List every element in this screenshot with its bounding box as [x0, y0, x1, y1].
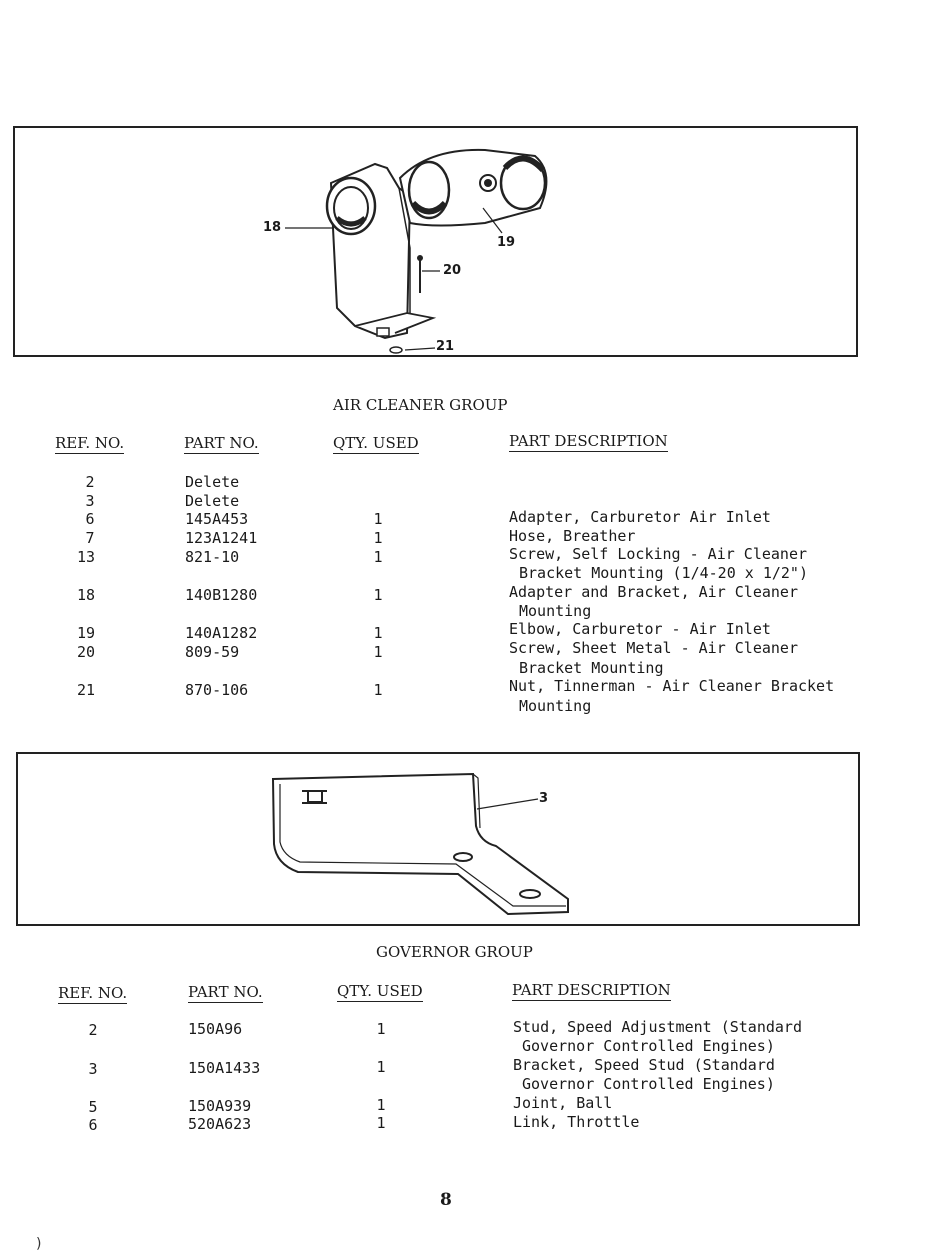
table-row-part: 123A1241: [185, 529, 258, 547]
table-row-desc: Adapter, Carburetor Air Inlet: [509, 508, 771, 526]
callout-20: 20: [443, 263, 462, 278]
air-header-qty: QTY. USED: [333, 434, 419, 452]
margin-mark: ): [36, 1236, 42, 1252]
table-row-desc: Stud, Speed Adjustment (Standard: [513, 1018, 802, 1036]
table-row-qty: 1: [373, 510, 383, 528]
table-row-part: 150A1433: [188, 1059, 261, 1077]
air-header-part: PART NO.: [184, 434, 259, 452]
table-row-desc: Bracket, Speed Stud (Standard: [513, 1056, 775, 1074]
table-row-qty: 1: [373, 681, 383, 699]
table-row-desc: Screw, Sheet Metal - Air Cleaner: [509, 639, 798, 657]
table-row-desc-cont: Governor Controlled Engines): [522, 1037, 775, 1055]
table-row-part: 150A939: [188, 1097, 252, 1115]
governor-figure: [16, 752, 860, 926]
callout-18: 18: [263, 220, 282, 235]
table-row-ref: 21: [76, 681, 96, 699]
table-row-qty: 1: [373, 643, 383, 661]
governor-group-title: GOVERNOR GROUP: [376, 943, 533, 961]
page-number: 8: [440, 1190, 452, 1210]
table-row-qty: 1: [373, 586, 383, 604]
table-row-ref: 2: [85, 473, 95, 491]
table-row-ref: 18: [76, 586, 96, 604]
table-row-desc: Joint, Ball: [513, 1094, 613, 1112]
table-row-desc-cont: Bracket Mounting: [519, 659, 664, 677]
gov-header-ref: REF. NO.: [58, 984, 128, 1002]
air-header-ref: REF. NO.: [55, 434, 125, 452]
table-row-ref: 7: [85, 529, 95, 547]
air-cleaner-figure: [13, 126, 858, 357]
table-row-ref: 20: [76, 643, 96, 661]
table-row-ref: 3: [85, 492, 95, 510]
table-row-part: 140A1282: [185, 624, 258, 642]
table-row-qty: 1: [376, 1020, 386, 1038]
table-row-qty: 1: [376, 1114, 386, 1132]
table-row-part: 140B1280: [185, 586, 258, 604]
table-row-ref: 6: [85, 510, 95, 528]
table-row-qty: 1: [376, 1096, 386, 1114]
table-row-qty: 1: [373, 529, 383, 547]
table-row-qty: 1: [376, 1058, 386, 1076]
table-row-desc: Link, Throttle: [513, 1113, 640, 1131]
table-row-part: Delete: [185, 492, 240, 510]
air-header-desc: PART DESCRIPTION: [509, 432, 668, 450]
gov-header-part: PART NO.: [188, 983, 263, 1001]
air-cleaner-group-title: AIR CLEANER GROUP: [333, 396, 508, 414]
table-row-ref: 5: [88, 1098, 98, 1116]
table-row-ref: 2: [88, 1021, 98, 1039]
table-row-ref: 19: [76, 624, 96, 642]
table-row-qty: 1: [373, 548, 383, 566]
callout-19: 19: [497, 235, 516, 250]
gov-header-desc: PART DESCRIPTION: [512, 981, 671, 999]
table-row-ref: 3: [88, 1060, 98, 1078]
table-row-desc-cont: Bracket Mounting (1/4-20 x 1/2"): [519, 564, 808, 582]
table-row-desc-cont: Mounting: [519, 697, 592, 715]
table-row-part: 809-59: [185, 643, 240, 661]
callout-3: 3: [539, 791, 549, 806]
table-row-desc: Elbow, Carburetor - Air Inlet: [509, 620, 771, 638]
table-row-ref: 13: [76, 548, 96, 566]
gov-header-qty: QTY. USED: [337, 982, 423, 1000]
callout-21: 21: [436, 339, 455, 354]
table-row-part: 150A96: [188, 1020, 243, 1038]
governor-bracket-illustration: [18, 754, 862, 928]
table-row-desc: Adapter and Bracket, Air Cleaner: [509, 583, 798, 601]
table-row-part: 821-10: [185, 548, 240, 566]
table-row-part: 870-106: [185, 681, 249, 699]
air-cleaner-illustration: [15, 128, 860, 359]
table-row-part: 145A453: [185, 510, 249, 528]
table-row-ref: 6: [88, 1116, 98, 1134]
table-row-desc-cont: Governor Controlled Engines): [522, 1075, 775, 1093]
table-row-desc: Screw, Self Locking - Air Cleaner: [509, 545, 808, 563]
table-row-desc: Hose, Breather: [509, 527, 636, 545]
table-row-qty: 1: [373, 624, 383, 642]
table-row-desc: Nut, Tinnerman - Air Cleaner Bracket: [509, 677, 835, 695]
table-row-desc-cont: Mounting: [519, 602, 592, 620]
table-row-part: 520A623: [188, 1115, 252, 1133]
table-row-part: Delete: [185, 473, 240, 491]
